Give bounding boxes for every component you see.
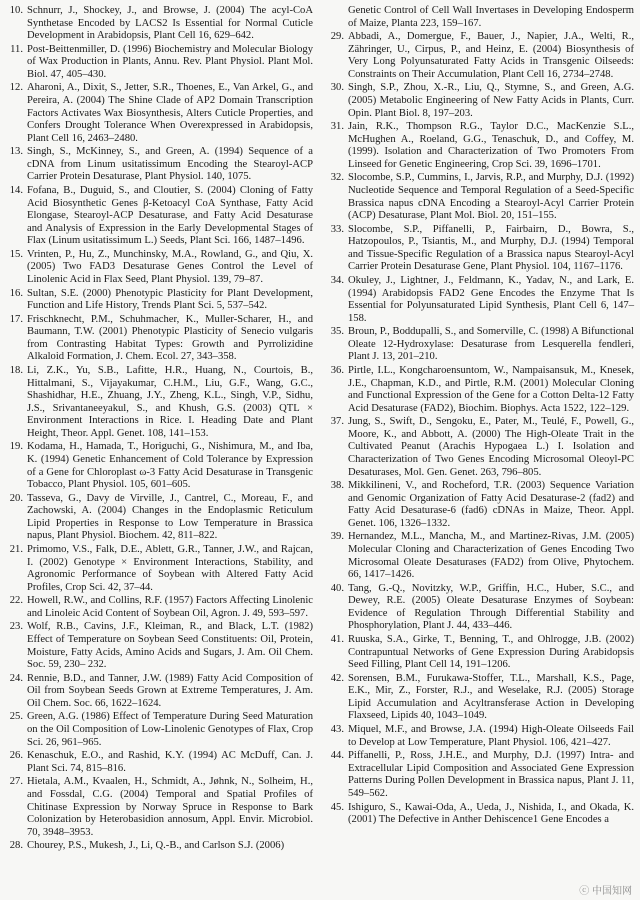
reference-text: Wolf, R.B., Cavins, J.F., Kleiman, R., and Black, L.T. (1982) Effect of Temperature on Soybean Seed Constituents: Oil, Protein, Moisture, Fatty Acids, Amino Acids and Sugars, J. Am. Oil Chem. Soc. 59, 230– 232. [27, 621, 313, 671]
reference-text: Jain, R.K., Thompson R.G., Taylor D.C., MacKenzie S.L., McHughen A., Roeland, G.G., Tenaschuk, D., and Coffey, M. (1999). Isolation and Characterization of Two Promoters From Linseed for Genetic Engineering, Crop Sci. 39, 1696–1701. [348, 121, 634, 170]
reference-entry [327, 480, 634, 530]
reference-number: 14. [9, 185, 23, 197]
reference-number: 10. [9, 5, 23, 16]
reference-entry [6, 776, 313, 839]
reference-number: 18. [9, 365, 23, 377]
reference-entry [327, 673, 634, 723]
reference-number: 39. [330, 531, 344, 543]
reference-entry [327, 802, 634, 827]
reference-text: Ishiguro, S., Kawai-Oda, A., Ueda, J., Nishida, I., and Okada, K. (2001) The Defective in Anther Dehiscence1 Gene Encodes a [348, 801, 634, 826]
reference-number: 16. [9, 287, 23, 299]
reference-text: Vrinten, P., Hu, Z., Munchinsky, M.A., Rowland, G., and Qiu, X. (2005) Two FAD3 Desaturase Genes Control the Level of Linolenic Acid in Flax Seed, Plant Physiol. 139, 79–87. [27, 248, 313, 285]
reference-number: 12. [9, 82, 23, 94]
reference-number: 34. [330, 275, 344, 287]
reference-entry [327, 365, 634, 415]
reference-number: 22. [9, 595, 23, 607]
reference-number: 42. [330, 672, 344, 684]
reference-number: 21. [9, 544, 23, 555]
reference-text: Li, Z.K., Yu, S.B., Lafitte, H.R., Huang, N., Courtois, B., Hittalmani, S., Vijayakumar, C.H.M., Liu, G.F., Wang, G.C., Shashidhar, H.E., Zhuang, J.Y., Zheng, K.L., Singh, V.P., Sidhu, J.S., Srivantaneeyakul, S., and Khush, G.S. (2003) QTL × Environment Interactions in Rice. I. Heading Date and Plant Height, Theor. Appl. Genet. 108, 141–153. [27, 365, 313, 439]
reference-text: Pirtle, I.L., Kongcharoensuntom, W., Nampaisansuk, M., Knesek, J.E., Chapman, K.D., and Pirtle, R.M. (2001) Molecular Cloning and Functional Expression of the Gene for a Cotton Delta-12 Fatty Acid Desaturase (FAD2), Biochim. Biophys. Acta 1522, 122–129. [348, 365, 634, 414]
reference-text: Singh, S.P., Zhou, X.-R., Liu, Q., Stymne, S., and Green, A.G. (2005) Metabolic Engineering of New Fatty Acids in Plants, Curr. Opin. Plant Biol. 8, 197–203. [348, 82, 634, 119]
reference-entry [6, 595, 313, 620]
reference-text: Sultan, S.E. (2000) Phenotypic Plasticity for Plant Development, Function and Life History, Trends Plant Sci. 5, 537–542. [27, 287, 313, 312]
watermark: ⓒ 中国知网 [579, 886, 632, 897]
reference-text: Chourey, P.S., Mukesh, J., Li, Q.-B., and Carlson S.J. (2006) [27, 840, 285, 852]
reference-entry [6, 621, 313, 671]
reference-text: Sorensen, B.M., Furukawa-Stoffer, T.L., Marshall, K.S., Page, E.K., Mir, Z., Forster, R.J., and Weselake, R.J. (2005) Storage Lipid Accumulation and Acyltransferase Action in Developing Flaxseed, Lipids 40, 1043–1049. [348, 672, 634, 722]
reference-entry [327, 31, 634, 81]
references-left-column [6, 5, 313, 900]
reference-number: 27. [9, 776, 23, 788]
reference-text: Jung, S., Swift, D., Sengoku, E., Pater, M., Teulé, F., Powell, G., Moore, K., and Abbott, A. (2000) The High-Oleate Trait in the Cultivated Peanut (Arachis Hypogaea L.) I. Isolation and Characterization of Two Genes Encoding Microsomal Oleoyl-PC Desaturases, Mol. Gen. Genet. 263, 796–805. [348, 416, 634, 478]
reference-entry [327, 416, 634, 479]
reference-number [327, 5, 348, 30]
reference-entry [6, 44, 313, 82]
reference-text: Aharoni, A., Dixit, S., Jetter, S.R., Thoenes, E., Van Arkel, G., and Pereira, A. (2004) The Shine Clade of AP2 Domain Transcription Factors Activates Wax Biosynthesis, Alters Cuticle Properties, and Confers Drought Tolerance When Overexpressed in Arabidopsis, Plant Cell 16, 2463–2480. [27, 82, 313, 144]
reference-entry [327, 82, 634, 120]
reference-number: 38. [330, 480, 344, 492]
reference-entry [327, 634, 634, 672]
reference-number: 26. [9, 750, 23, 762]
reference-text: Abbadi, A., Domergue, F., Bauer, J., Napier, J.A., Welti, R., Zähringer, U., Cirpus, P., and Heinz, E. (2004) Biosynthesis of Very Long Polyunsaturated Fatty Acids in Transgenic Oilseeds: Constraints on Their Accumulation, Plant Cell 16, 2734–2748. [348, 31, 634, 80]
reference-text: Tasseva, G., Davy de Virville, J., Cantrel, C., Moreau, F., and Zachowski, A. (2004) Changes in the Endoplasmic Reticulum Lipid Properties in Response to Low Temperature in Brassica napus, Plant Physiol. Biochem. 42, 811–822. [27, 492, 313, 542]
reference-number: 30. [330, 82, 344, 94]
reference-entry [6, 365, 313, 440]
reference-entry [327, 724, 634, 749]
references-right-column [327, 5, 634, 900]
reference-number: 20. [9, 492, 23, 504]
reference-entry [6, 146, 313, 184]
reference-number: 32. [330, 172, 344, 184]
reference-text: Broun, P., Boddupalli, S., and Somerville, C. (1998) A Bifunctional Oleate 12-Hydroxylase: Desaturase from Lesquerella fendleri, Plant J. 13, 201–210. [348, 326, 634, 363]
reference-text: Post-Beittenmiller, D. (1996) Biochemistry and Molecular Biology of Wax Production in Plants, Annu. Rev. Plant Physiol. Plant Mol. Biol. 47, 405–430. [27, 43, 313, 80]
reference-number: 11. [10, 43, 23, 55]
reference-entry [6, 493, 313, 543]
reference-text: Frischknecht, P.M., Schuhmacher, K., Muller-Scharer, H., and Baumann, T.W. (2001) Phenotypic Plasticity of Senecio vulgaris from Contrasting Habitat Types: Growth and Pyrrolizidine Alkaloid Formation, J. Chem. Ecol. 27, 343–358. [27, 313, 313, 363]
reference-number: 36. [330, 365, 344, 377]
reference-entry [6, 5, 313, 43]
reference-number: 35. [330, 326, 344, 338]
reference-number: 24. [9, 672, 23, 684]
reference-entry [6, 288, 313, 313]
reference-number: 15. [9, 248, 23, 260]
reference-text: Hietala, A.M., Kvaalen, H., Schmidt, A., Jøhnk, N., Solheim, H., and Fossdal, C.G. (2004) Temporal and Spatial Profiles of Chitinase Expression by Norway Spruce in Response to Bark Colonization by Heterobasidion annosum, Appl. Envir. Microbiol. 70, 3948–3953. [27, 776, 313, 838]
reference-number: 23. [9, 621, 23, 633]
reference-text: Kodama, H., Hamada, T., Horiguchi, G., Nishimura, M., and Iba, K. (1994) Genetic Enhancement of Cold Tolerance by Expression of a Gene for Chloroplast ω-3 Fatty Acid Desaturase in Transgenic Tobacco, Plant Physiol. 105, 601–605. [27, 441, 313, 491]
reference-number: 25. [9, 711, 23, 723]
reference-entry [6, 441, 313, 491]
reference-text: Miquel, M.F., and Browse, J.A. (1994) High-Oleate Oilseeds Fail to Develop at Low Temperature, Plant Physiol. 106, 421–427. [348, 724, 634, 748]
reference-text: Rennie, B.D., and Tanner, J.W. (1989) Fatty Acid Composition of Oil from Soybean Seeds Grown at Extreme Temperatures, J. Am. Oil Chem. Soc. 66, 1622–1624. [27, 672, 313, 709]
reference-entry [327, 275, 634, 325]
reference-entry [327, 121, 634, 171]
reference-entry [327, 172, 634, 222]
reference-entry [327, 326, 634, 364]
reference-text: Slocombe, S.P., Piffanelli, P., Fairbairn, D., Bowra, S., Hatzopoulos, P., Tsiantis, M., and Murphy, D.J. (1994) Temporal and Tissue-Specific Regulation of a Brassica napus Stearoyl-Acyl Carrier Protein Desaturase Gene, Plant Physiol. 104, 1167–1176. [348, 223, 634, 273]
reference-entry [6, 544, 313, 594]
reference-text: Singh, S., McKinney, S., and Green, A. (1994) Sequence of a cDNA from Linum usitatissimum Encoding the Stearoyl-ACP Carrier Protein Desaturase, Plant Physiol. 140, 1075. [27, 146, 313, 183]
reference-entry [327, 224, 634, 274]
reference-entry [6, 314, 313, 364]
reference-number: 40. [330, 582, 344, 594]
reference-number: 43. [330, 724, 344, 736]
reference-number: 33. [330, 223, 344, 235]
reference-entry [327, 531, 634, 581]
reference-text: Okuley, J., Lightner, J., Feldmann, K., Yadav, N., and Lark, E. (1994) Arabidopsis FAD2 Gene Encodes the Enzyme That Is Essential for Polyunsaturated Lipid Synthesis, Plant Cell 6, 147–158. [348, 275, 634, 324]
reference-text: Slocombe, S.P., Cummins, I., Jarvis, R.P., and Murphy, D.J. (1992) Nucleotide Sequence and Temporal Regulation of a Seed-Specific Brassica napus cDNA Encoding a Stearoyl-Acyl Carrier Protein (ACP) Desaturase, Plant Mol. Biol. 20, 151–155. [348, 172, 634, 222]
reference-number: 44. [330, 750, 344, 762]
reference-entry [327, 583, 634, 633]
reference-text: Ruuska, S.A., Girke, T., Benning, T., and Ohlrogge, J.B. (2002) Contrapuntual Networks of Gene Expression During Arabidopsis Seed Filling, Plant Cell 14, 191–1206. [348, 634, 634, 671]
reference-text: Schnurr, J., Shockey, J., and Browse, J. (2004) The acyl-CoA Synthetase Encoded by LACS2 Is Essential for Normal Cuticle Development in Arabidopsis, Plant Cell 16, 629–642. [27, 5, 313, 42]
reference-text: Fofana, B., Duguid, S., and Cloutier, S. (2004) Cloning of Fatty Acid Biosynthetic Genes β-Ketoacyl CoA Synthase, Fatty Acid Elongase, Stearoyl-ACP Desaturase, and Fatty Acid Desaturase and Analysis of Expression in the Early Developmental Stages of Flax (Linum usitatissimum L.) Seeds, Plant Sci. 166, 1487–1496. [27, 185, 313, 247]
reference-text: Primomo, V.S., Falk, D.E., Ablett, G.R., Tanner, J.W., and Rajcan, I. (2002) Genotype × Environment Interactions, Stability, and Agronomic Performance of Soybean with Altered Fatty Acid Profiles, Crop Sci. 42, 37–44. [27, 544, 313, 593]
reference-number: 29. [330, 31, 344, 43]
reference-entry [6, 750, 313, 775]
reference-number: 28. [9, 840, 23, 852]
reference-entry [6, 249, 313, 287]
reference-number: 31. [330, 121, 344, 133]
reference-entry [327, 5, 634, 30]
reference-text: Hernandez, M.L., Mancha, M., and Martinez-Rivas, J.M. (2005) Molecular Cloning and Characterization of Genes Encoding Two Microsomal Oleate Desaturases (FAD2) from Olive, Phytochem. 66, 1417–1426. [348, 531, 634, 581]
reference-text: Tang, G.-Q., Novitzky, W.P., Griffin, H.C., Huber, S.C., and Dewey, R.E. (2005) Oleate Desaturase Enzymes of Soybean: Evidence of Regulation Through Differential Stability and Phosphorylation, Plant J. 44, 433–446. [348, 582, 634, 632]
reference-text: Howell, R.W., and Collins, R.F. (1957) Factors Affecting Linolenic and Linoleic Acid Content of Soybean Oil, Agron. J. 49, 593–597. [27, 595, 313, 619]
reference-entry [6, 82, 313, 145]
reference-number: 41. [330, 634, 344, 646]
reference-entry [6, 185, 313, 248]
reference-number: 17. [9, 313, 23, 325]
reference-entry [6, 673, 313, 711]
reference-number: 45. [330, 801, 344, 813]
reference-text: Piffanelli, P., Ross, J.H.E., and Murphy, D.J. (1997) Intra- and Extracellular Lipid Composition and Associated Gene Expression Patterns During Pollen Development in Brassica napus, Plant J. 11, 549–562. [348, 750, 634, 799]
reference-text: Genetic Control of Cell Wall Invertases in Developing Endosperm of Maize, Planta 223, 159–167. [348, 5, 634, 29]
reference-number: 19. [9, 441, 23, 453]
reference-entry [6, 840, 313, 853]
reference-entry [327, 750, 634, 800]
reference-number: 37. [330, 416, 344, 428]
reference-text: Kenaschuk, E.O., and Rashid, K.Y. (1994) AC McDuff, Can. J. Plant Sci. 74, 815–816. [27, 750, 313, 774]
reference-number: 13. [9, 146, 23, 158]
reference-text: Green, A.G. (1986) Effect of Temperature During Seed Maturation on the Oil Composition of Low-Linolenic Genotypes of Flax, Crop Sci. 26, 961–965. [27, 711, 313, 748]
reference-entry [6, 711, 313, 749]
reference-text: Mikkilineni, V., and Rocheford, T.R. (2003) Sequence Variation and Genomic Organization of Fatty Acid Desaturase-2 (fad2) and Fatty Acid Desaturase-6 (fad6) cDNAs in Maize, Theor. Appl. Genet. 106, 1326–1332. [348, 480, 634, 529]
